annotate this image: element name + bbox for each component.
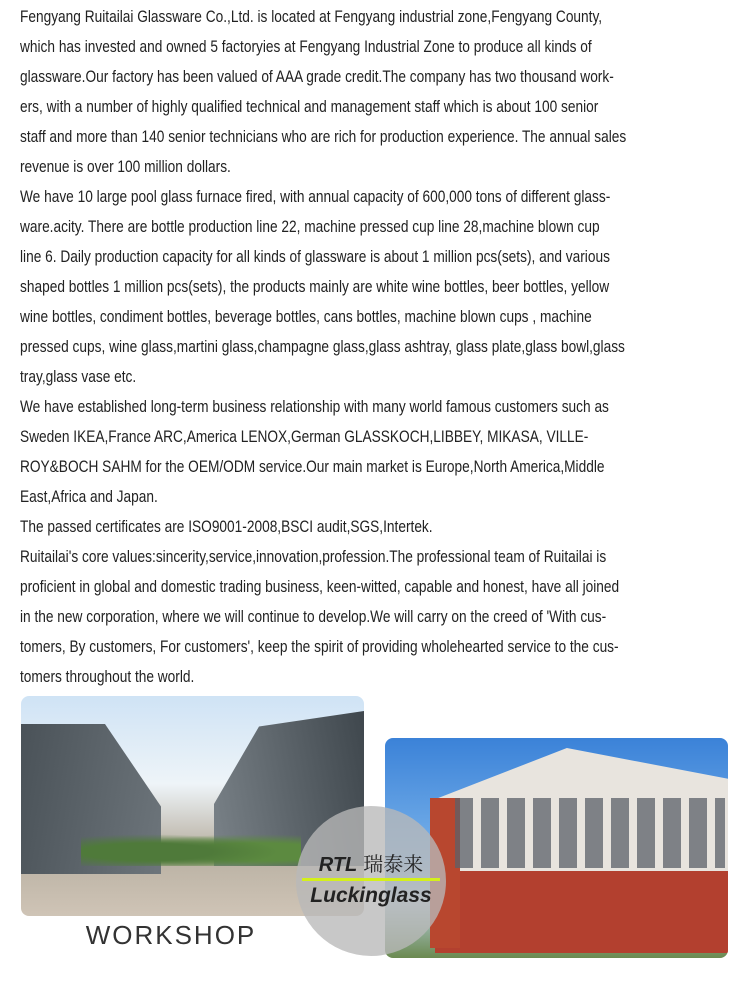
logo-name: Luckinglass [310,884,432,907]
text-line: proficient in global and domestic trading business, keen-witted, capable and honest, have all joined [20,578,620,596]
text-line: revenue is over 100 million dollars. [20,158,231,176]
text-line: staff and more than 140 senior technicians who are rich for production experience. The annual sales [20,128,627,146]
text-line: pressed cups, wine glass,martini glass,champagne glass,glass ashtray, glass plate,glass bowl,glass [20,338,625,356]
company-description [20,5,750,695]
text-line: which has invested and owned 5 factoryies at Fengyang Industrial Zone to produce all kinds of [20,38,592,56]
text-line: ROY&BOCH SAHM for the OEM/ODM service.Our main market is Europe,North America,Middle [20,458,605,476]
text-line: East,Africa and Japan. [20,488,158,506]
text-line: We have 10 large pool glass furnace fired, with annual capacity of 600,000 tons of different glass- [20,188,611,206]
text-line: We have established long-term business relationship with many world famous customers such as [20,398,609,416]
workshop-caption: WORKSHOP [85,920,257,950]
text-line: The passed certificates are ISO9001-2008,BSCI audit,SGS,Intertek. [20,518,433,536]
logo-brand: RTL [318,854,358,876]
text-line: tomers, By customers, For customers', keep the spirit of providing wholehearted service to the cus- [20,638,619,656]
text-line: wine bottles, condiment bottles, beverage bottles, cans bottles, machine blown cups , machine [20,308,592,326]
text-line: tomers throughout the world. [20,668,195,686]
text-line: Ruitailai's core values:sincerity,service,innovation,profession.The professional team of Ruitailai is [20,548,607,566]
text-line: in the new corporation, where we will continue to develop.We will carry on the creed of 'With cus- [20,608,607,626]
brand-logo [296,806,446,956]
text-line: shaped bottles 1 million pcs(sets), the products mainly are white wine bottles, beer bottles, yellow [20,278,610,296]
text-line: line 6. Daily production capacity for all kinds of glassware is about 1 million pcs(sets), and various [20,248,610,266]
text-line: tray,glass vase etc. [20,368,137,386]
logo-divider [302,878,440,881]
text-line: Sweden IKEA,France ARC,America LENOX,German GLASSKOCH,LIBBEY, MIKASA, VILLE- [20,428,589,446]
text-line: ware.acity. There are bottle production line 22, machine pressed cup line 28,machine blown cup [20,218,600,236]
text-line: ers, with a number of highly qualified technical and management staff which is about 100 senior [20,98,599,116]
logo-chinese: 瑞泰来 [363,854,424,876]
text-line: glassware.Our factory has been valued of AAA grade credit.The company has two thousand work- [20,68,614,86]
text-line: Fengyang Ruitailai Glassware Co.,Ltd. is located at Fengyang industrial zone,Fengyang County, [20,8,603,26]
